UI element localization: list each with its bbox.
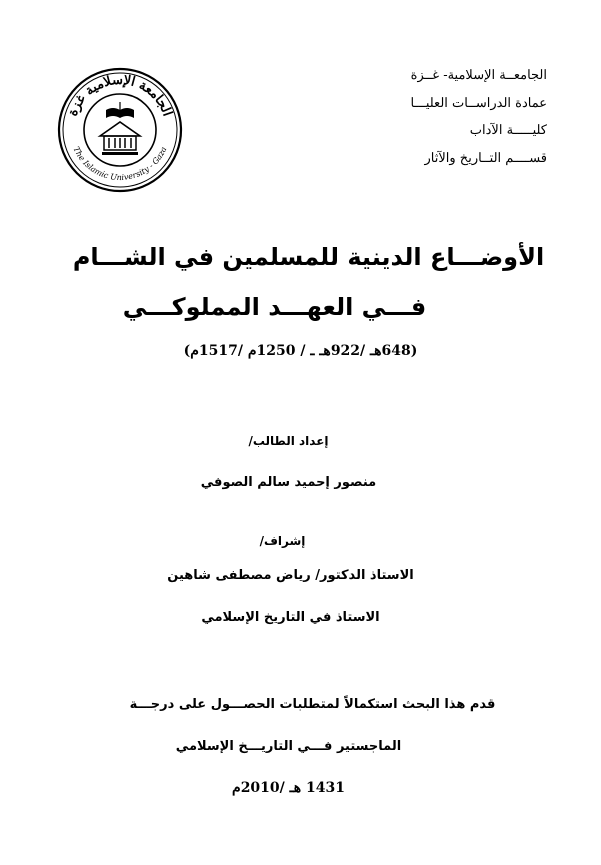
prepared-by-label: إعداد الطالب/ (248, 434, 329, 448)
seal-emblem (100, 102, 140, 155)
supervisor-title: الاستاذ في التاريخ الإسلامي (201, 610, 380, 625)
thesis-title-line-2: فـــي العهـــد المملوكـــي (122, 293, 427, 321)
supervisor-name: الاستاذ الدكتور/ رياض مصطفى شاهين (167, 568, 414, 583)
department-name: قســــم التــاريخ والآثار (424, 150, 547, 166)
thesis-statement-line-1: قدم هذا البحث استكمالاً لمتطلبات الحصـــول على درجـــة (129, 697, 496, 712)
seal-arabic-text: ﺍﻟﺠﺎﻣﻌﺔ ﺍﻹﺳﻼﻣﻴﺔ ﻏﺰﺓ (65, 72, 175, 119)
submission-year: 1431 هـ /2010م (232, 780, 345, 796)
faculty-name: كليـــــة الآداب (469, 123, 547, 138)
graduate-studies-deanship: عمادة الدراســات العليـــا (410, 95, 547, 111)
university-name: الجامعــة الإسلامية- غــزة (410, 68, 547, 83)
thesis-title-dates: (648هـ /922هـ ـ / 1250م /1517م) (183, 343, 418, 359)
seal-english-text: The Islamic University - Gaza (71, 145, 169, 183)
thesis-title-line-1: الأوضـــاع الدينية للمسلمين في الشـــام (72, 243, 545, 271)
thesis-statement-line-2: الماجستير فـــي التاريـــخ الإسلامي (175, 739, 402, 754)
university-header (287, 62, 547, 172)
university-seal-icon (56, 66, 184, 194)
student-name: منصور إحميد سالم الصوفي (200, 475, 377, 490)
seal-graphic (56, 66, 184, 194)
supervision-label: إشراف/ (259, 534, 306, 548)
